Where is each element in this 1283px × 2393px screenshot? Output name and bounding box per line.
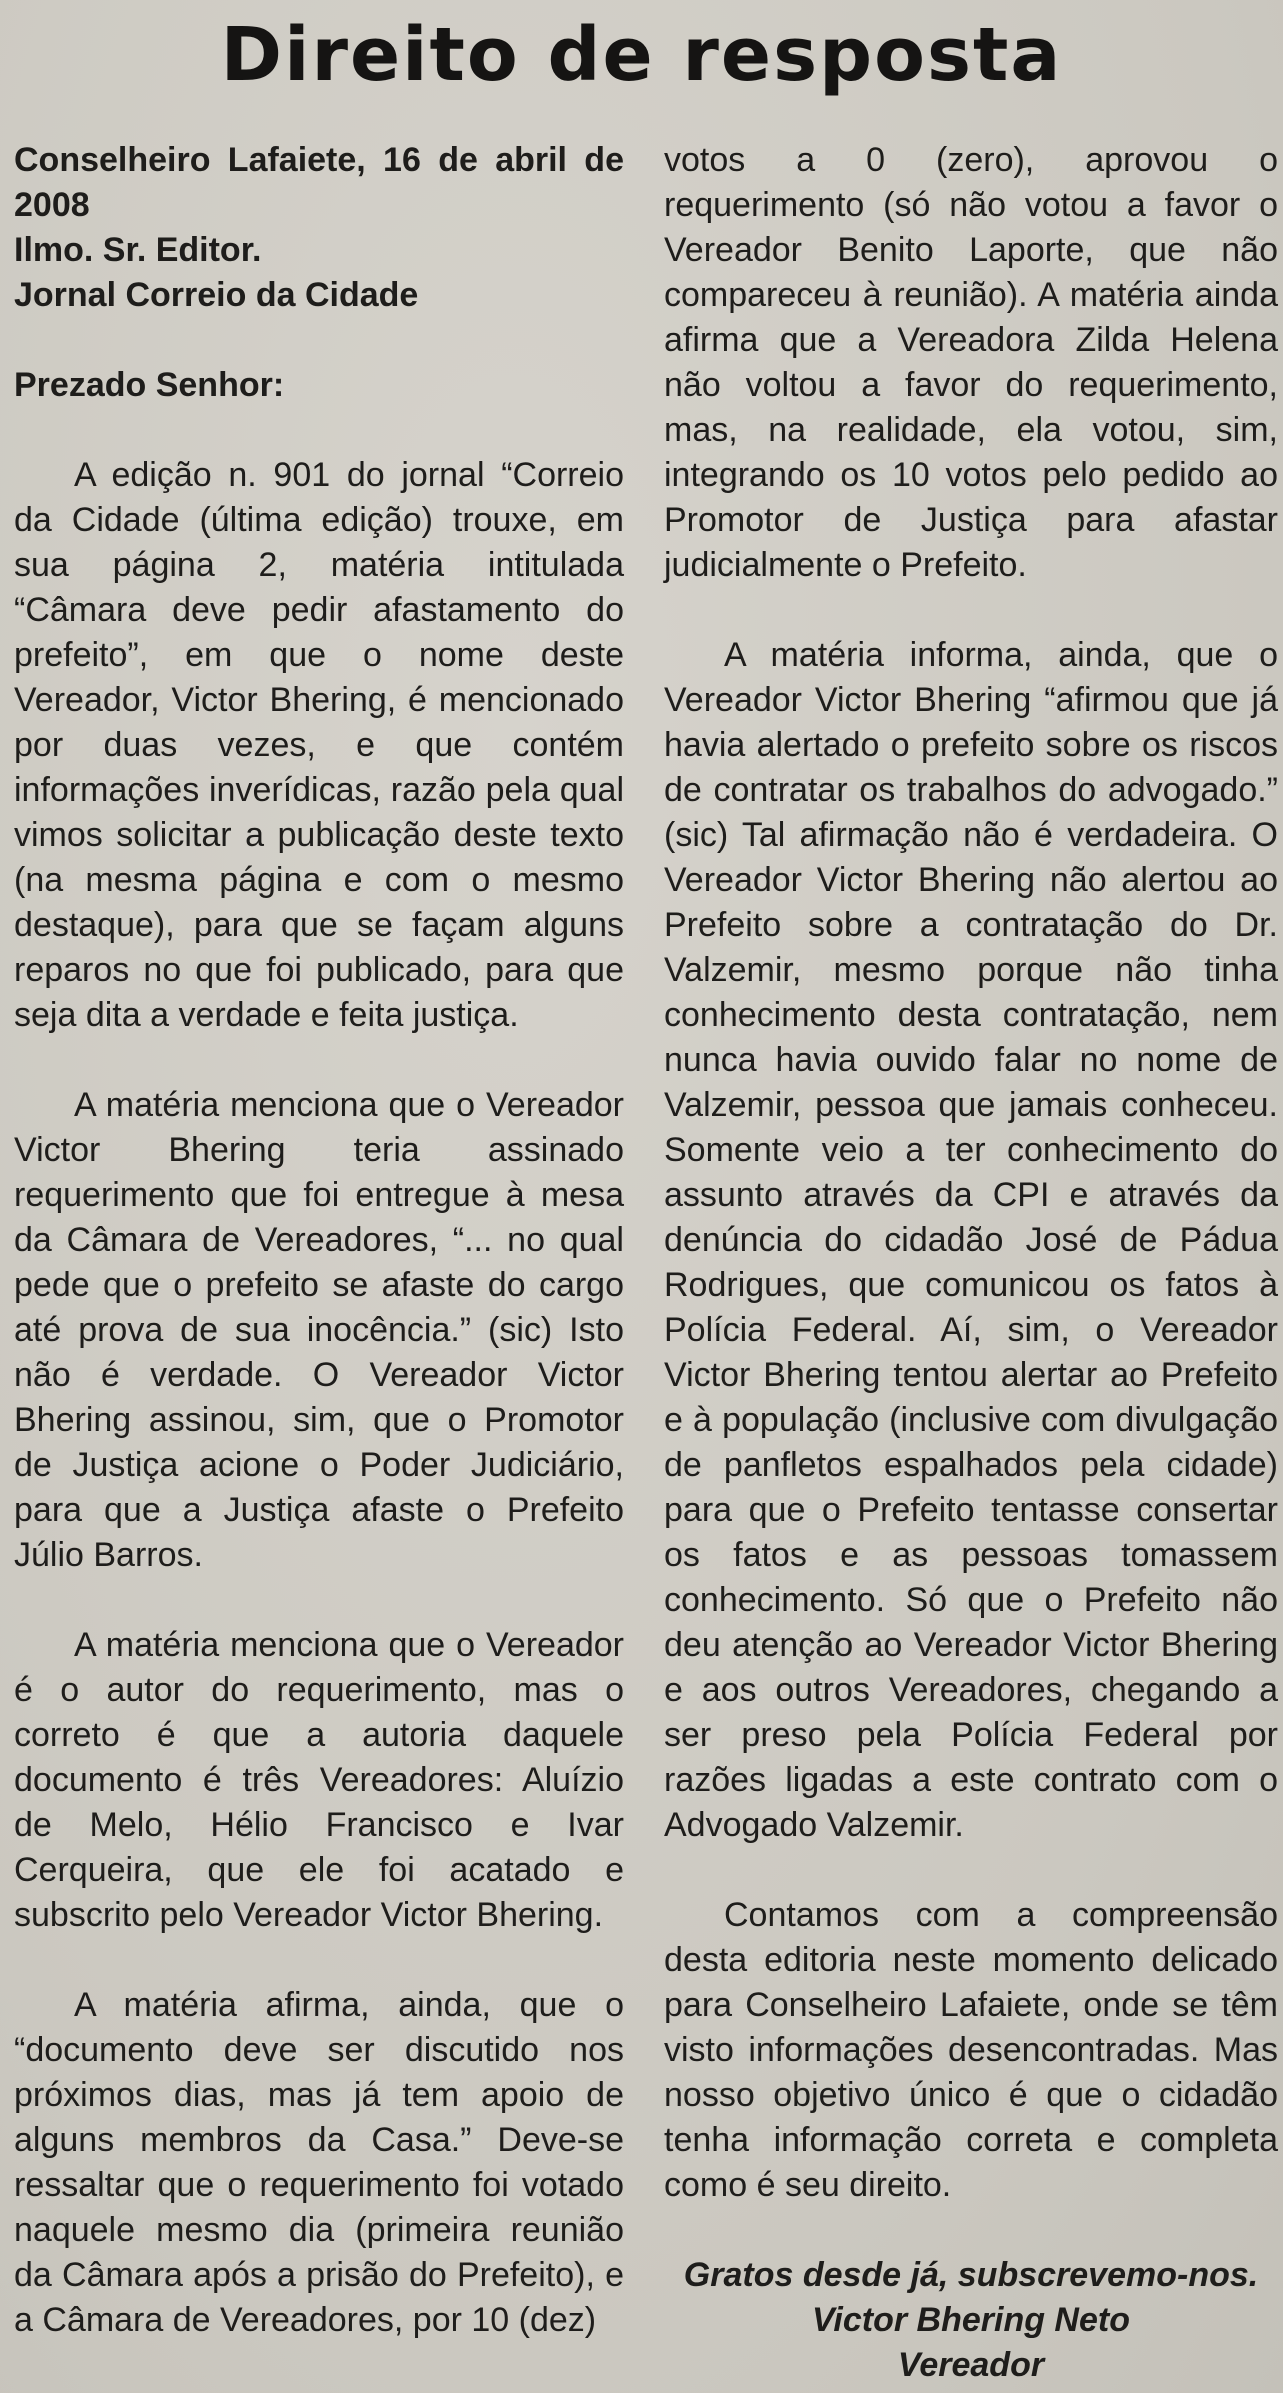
right-column: [664, 138, 1278, 2388]
letter-addressee: Ilmo. Sr. Editor.: [14, 231, 262, 269]
closing-line: Gratos desde já, subscrevemo-nos.: [683, 2256, 1259, 2294]
signer-role: Vereador: [897, 2346, 1045, 2384]
paragraph-right-2: A matéria informa, ainda, que o Vereador Victor Bhering “afirmou que já havia alertado o prefeito sobre os riscos de contratar os trabalhos do advogado.” (sic) Tal afirmação não é verdadeira. O Vereador Victor Bhering não alertou ao Prefeito sobre a contratação do Dr. Valzemir, mesmo porque não tinha conhecimento desta contratação, nem nunca havia ouvido falar no nome de Valzemir, pessoa que jamais conheceu. Somente veio a ter conhecimento do assunto através da CPI e através da denúncia do cidadão José de Pádua Rodrigues, que comunicou os fatos à Polícia Federal. Aí, sim, o Vereador Victor Bhering tentou alertar ao Prefeito e à população (inclusive com divulgação de panfletos espalhados pela cidade) para que o Prefeito tentasse consertar os fatos e as pessoas tomassem conhecimento. Só que o Prefeito não deu atenção ao Vereador Victor Bhering e aos outros Vereadores, chegando a ser preso pela Polícia Federal por razões ligadas a este contrato com o Advogado Valzemir.: [664, 636, 1278, 1844]
left-column: [14, 138, 624, 2343]
letter-newspaper: Jornal Correio da Cidade: [14, 276, 419, 314]
signer-name: Victor Bhering Neto: [812, 2301, 1130, 2339]
paragraph-left-1: A edição n. 901 do jornal “Correio da Cidade (última edição) trouxe, em sua página 2, matéria intitulada “Câmara deve pedir afastamento do prefeito”, em que o nome deste Vereador, Victor Bhering, é mencionado por duas vezes, e que contém informações inverídicas, razão pela qual vimos solicitar a publicação deste texto (na mesma página e com o mesmo destaque), para que se façam alguns reparos no que foi publicado, para que seja dita a verdade e feita justiça.: [14, 456, 624, 1034]
paragraph-left-2: A matéria menciona que o Vereador Victor Bhering teria assinado requerimento que foi entregue à mesa da Câmara de Vereadores, “... no qual pede que o prefeito se afaste do cargo até prova de sua inocência.” (sic) Isto não é verdade. O Vereador Victor Bhering assinou, sim, que o Promotor de Justiça acione o Poder Judiciário, para que a Justiça afaste o Prefeito Júlio Barros.: [14, 1086, 624, 1574]
paragraph-right-1: votos a 0 (zero), aprovou o requerimento (só não votou a favor o Vereador Benito Laporte, que não compareceu à reunião). A matéria ainda afirma que a Vereadora Zilda Helena não voltou a favor do requerimento, mas, na realidade, ela votou, sim, integrando os 10 votos pelo pedido ao Promotor de Justiça para afastar judicialmente o Prefeito.: [664, 141, 1278, 584]
letter-salutation: Prezado Senhor:: [14, 366, 285, 404]
paragraph-left-3: A matéria menciona que o Vereador é o autor do requerimento, mas o correto é que a autoria daquele documento é três Vereadores: Aluízio de Melo, Hélio Francisco e Ivar Cerqueira, que ele foi acatado e subscrito pelo Vereador Victor Bhering.: [14, 1626, 624, 1934]
letter-date-line: Conselheiro Lafaiete, 16 de abril de 2008: [14, 141, 624, 224]
paragraph-right-3: Contamos com a compreensão desta editoria neste momento delicado para Conselheiro Lafaiete, onde se têm visto informações desencontradas. Mas nosso objetivo único é que o cidadão tenha informação correta e completa como é seu direito.: [664, 1896, 1278, 2204]
headline: Direito de resposta: [220, 12, 1063, 98]
paragraph-left-4: A matéria afirma, ainda, que o “documento deve ser discutido nos próximos dias, mas já tem apoio de alguns membros da Casa.” Deve-se ressaltar que o requerimento foi votado naquele mesmo dia (primeira reunião da Câmara após a prisão do Prefeito), e a Câmara de Vereadores, por 10 (dez): [14, 1986, 624, 2339]
